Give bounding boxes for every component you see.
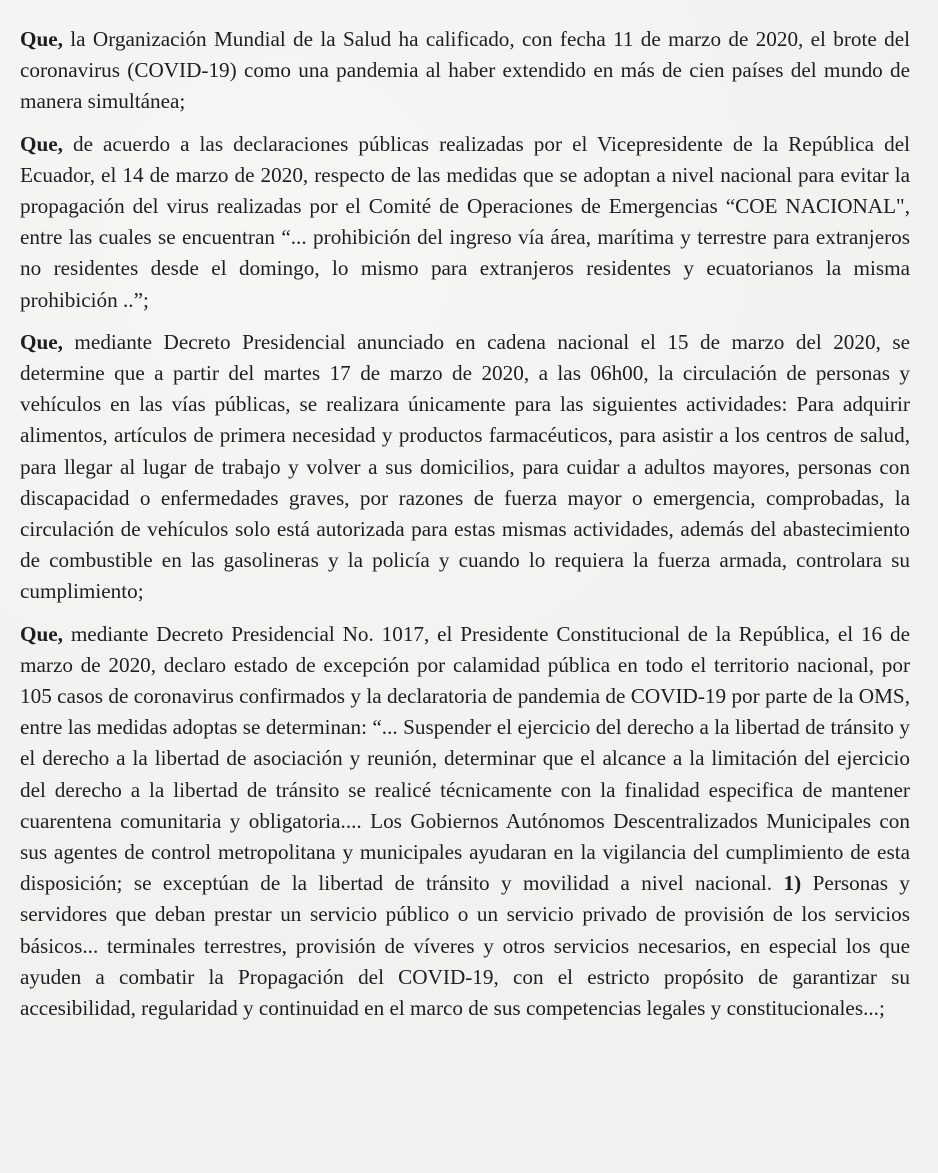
paragraph-lead: Que, <box>20 329 63 354</box>
paragraph-lead: Que, <box>20 621 63 646</box>
paragraph-decree-1017 <box>20 619 910 1025</box>
paragraph-text-after: Personas y servidores que deban prestar un servicio público o un servicio privado de provisión de los servicios básicos... terminales terrestres, provisión de víveres y otros servicios necesarios, en especial los que ayuden a combatir la Propagación del COVID-19, con el estricto propósito de garantizar su accesibilidad, regularidad y continuidad en el marco de sus competencias legales y constitucionales...; <box>20 871 910 1021</box>
item-number: 1) <box>783 871 802 896</box>
paragraph-lead: Que, <box>20 27 63 51</box>
paragraph-vicepresident-declarations <box>20 129 910 316</box>
paragraph-text: mediante Decreto Presidencial anunciado en cadena nacional el 15 de marzo del 2020, se determine que a partir del martes 17 de marzo de 2020, a las 06h00, la circulación de personas y vehículos en las vías públicas, se realizara únicamente para las siguientes actividades: Para adquirir alimentos, artículos de primera necesidad y productos farmacéuticos, para asistir a los centros de salud, para llegar al lugar de trabajo y volver a sus domicilios, para cuidar a adultos mayores, personas con discapacidad o enfermedades graves, por razones de fuerza mayor o emergencia, comprobadas, la circulación de vehículos solo está autorizada para estas mismas actividades, además del abastecimiento de combustible en las gasolineras y la policía y cuando lo requiera la fuerza armada, controlara su cumplimiento; <box>20 329 910 604</box>
paragraph-text: de acuerdo a las declaraciones públicas realizadas por el Vicepresidente de la República del Ecuador, el 14 de marzo de 2020, respecto de las medidas que se adoptan a nivel nacional para evitar la propagación del virus realizadas por el Comité de Operaciones de Emergencias “COE NACIONAL", entre las cuales se encuentran “... prohibición del ingreso vía área, marítima y terrestre para extranjeros no residentes desde el domingo, lo mismo para extranjeros residentes y ecuatorianos la misma prohibición ..”; <box>20 131 910 312</box>
paragraph-text: la Organización Mundial de la Salud ha calificado, con fecha 11 de marzo de 2020, el brote del coronavirus (COVID-19) como una pandemia al haber extendido en más de cien países del mundo de manera simultánea; <box>20 27 910 114</box>
paragraph-lead: Que, <box>20 131 63 156</box>
paragraph-oms-pandemic <box>20 24 910 118</box>
paragraph-decree-circulation <box>20 327 910 608</box>
paragraph-text-before: mediante Decreto Presidencial No. 1017, el Presidente Constitucional de la República, el 16 de marzo de 2020, declaro estado de excepción por calamidad pública en todo el territorio nacional, por 105 casos de coronavirus confirmados y la declaratoria de pandemia de COVID-19 por parte de la OMS, entre las medidas adoptas se determinan: “... Suspender el ejercicio del derecho a la libertad de tránsito y el derecho a la libertad de asociación y reunión, determinar que el alcance a la limitación del ejercicio del derecho a la libertad de tránsito se realicé técnicamente con la finalidad especifica de mantener cuarentena comunitaria y obligatoria.... Los Gobiernos Autónomos Descentralizados Municipales con sus agentes de control metropolitana y municipales ayudaran en la vigilancia del cumplimiento de esta disposición; se exceptúan de la libertad de tránsito y movilidad a nivel nacional. <box>20 621 910 896</box>
